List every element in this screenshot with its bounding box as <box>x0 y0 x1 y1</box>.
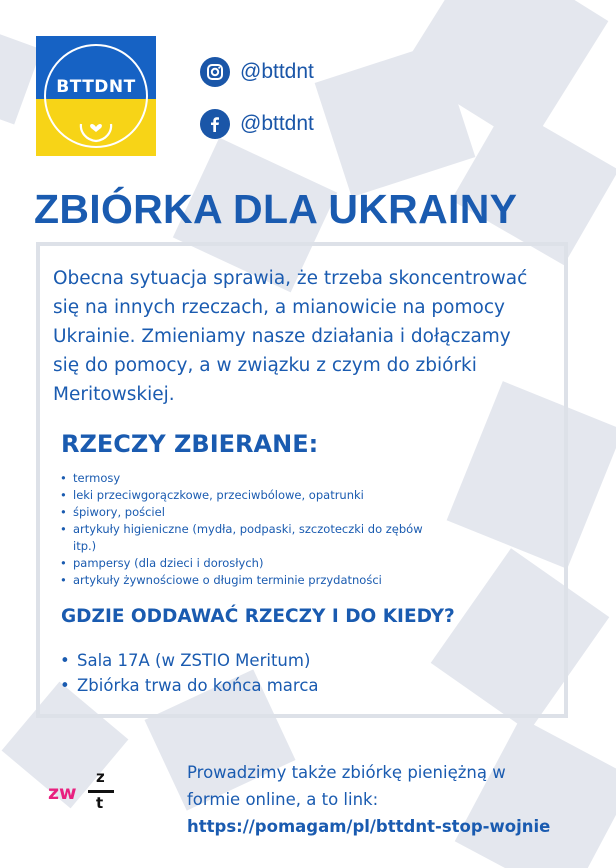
intro-line: się do pomocy, a w związku z czym do zbiórki <box>53 355 477 376</box>
zwzt-logo-left: zw <box>48 782 77 804</box>
list-item: • termosy <box>60 470 440 487</box>
intro-line: Ukrainie. Zmieniamy nasze działania i dołączamy <box>53 326 511 347</box>
instagram-handle: @bttdnt <box>240 60 314 83</box>
intro-line: Obecna sytuacja sprawia, że trzeba skoncentrować <box>53 268 528 289</box>
zwzt-logo <box>48 768 128 818</box>
footer-line: formie online, a to link: <box>187 790 379 809</box>
items-list <box>60 470 440 589</box>
zwzt-logo-denominator: t <box>96 794 104 812</box>
list-item: • śpiwory, pościel <box>60 504 440 521</box>
page-title: ZBIÓRKA DLA UKRAINY <box>34 186 518 232</box>
heart-hands-icon <box>78 118 114 144</box>
bttdnt-logo <box>36 36 156 156</box>
list-item: • Zbiórka trwa do końca marca <box>60 673 319 698</box>
facebook-handle: @bttdnt <box>240 112 314 135</box>
where-list <box>60 648 319 698</box>
zwzt-logo-numerator: z <box>96 768 105 786</box>
intro-line: Meritowskiej. <box>53 384 175 405</box>
logo-text: BTTDNT <box>56 77 136 97</box>
intro-paragraph <box>53 264 553 409</box>
intro-line: się na innych rzeczach, a mianowicie na pomocy <box>53 297 505 318</box>
facebook-icon <box>200 109 230 139</box>
instagram-link[interactable] <box>200 57 314 87</box>
items-heading: RZECZY ZBIERANE: <box>61 430 319 458</box>
instagram-icon <box>200 57 230 87</box>
list-item: • artykuły higieniczne (mydła, podpaski, szczoteczki do zębów itp.) <box>60 521 440 555</box>
list-item: • Sala 17A (w ZSTIO Meritum) <box>60 648 319 673</box>
list-item: • leki przeciwgorączkowe, przeciwbólowe, opatrunki <box>60 487 440 504</box>
footer-line: Prowadzimy także zbiórkę pieniężną w <box>187 763 506 782</box>
list-item: • pampersy (dla dzieci i dorosłych) <box>60 555 440 572</box>
zwzt-logo-bar <box>88 790 114 793</box>
donation-link[interactable]: https://pomagam/pl/bttdnt-stop-wojnie <box>187 817 551 836</box>
facebook-link[interactable] <box>200 109 314 139</box>
list-item: • artykuły żywnościowe o długim terminie przydatności <box>60 572 440 589</box>
footer-text <box>187 759 607 840</box>
where-heading: GDZIE ODDAWAĆ RZECZY I DO KIEDY? <box>61 606 455 627</box>
